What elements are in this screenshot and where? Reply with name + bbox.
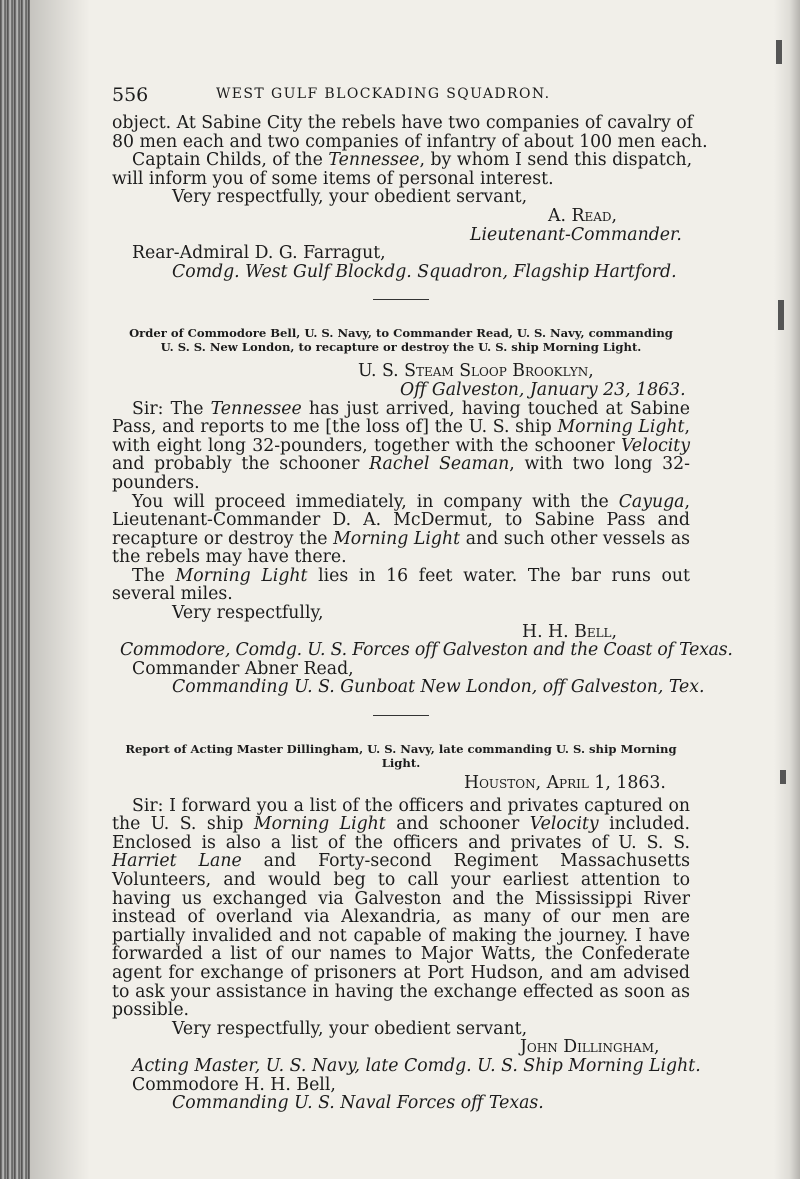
- italic-run: Rachel Seaman: [369, 454, 510, 475]
- body-paragraph: [112, 493, 690, 567]
- addressee: Commander Abner Read,: [132, 658, 354, 679]
- report-dillingham: [112, 742, 701, 1114]
- closing: Very respectfully,: [172, 603, 324, 624]
- text-run: and schooner: [385, 814, 530, 835]
- signer: H. H. Bell,: [522, 621, 618, 642]
- body-paragraph: [112, 400, 690, 493]
- text-run: has just arrived, having touched at Sabine Pass, and reports to me [the loss of] the U. S. ship: [112, 398, 690, 438]
- addressee: Rear-Admiral D. G. Farragut,: [132, 243, 386, 264]
- section-divider: [373, 299, 429, 300]
- text-run: included. Enclosed is also a list of the officers and privates of U. S. S.: [112, 814, 690, 853]
- text-run: , by whom I send this dispatch,: [419, 150, 693, 171]
- document-heading: Report of Acting Master Dillingham, U. S. Navy, late commanding U. S. ship Morning: [125, 742, 677, 757]
- page-body: [112, 84, 733, 1114]
- italic-run: Harriet Lane: [112, 851, 242, 872]
- closing: Very respectfully, your obedient servant,: [172, 1018, 528, 1039]
- text-run: , Lieutenant-Commander D. A. McDermut, to Sabine Pass and recapture or destroy the: [112, 491, 690, 549]
- gutter-shadow: [30, 0, 90, 1179]
- text-run: and Forty-second Regiment Massachusetts Volunteers, and would beg to call your earliest attention to having us exchanged via Galveston and the Mississippi River instead of overland via Alexandria, as many of our men are partially invalided and not capable of making the journey. I have forwarded a list of our names to Major Watts, the Confederate agent for exchange of prisoners at Port Hudson, and am advised to ask your assistance in having the exchange effected as soon as possible.: [112, 851, 690, 1021]
- text-run: , with two long 32-pounders.: [112, 454, 690, 493]
- signer: John Dillingham,: [520, 1037, 660, 1058]
- addressee: Commodore H. H. Bell,: [132, 1074, 336, 1095]
- order-commodore-bell: [112, 326, 733, 698]
- text-run: , with eight long 32-pounders, together with the schooner: [112, 417, 691, 456]
- italic-run: Velocity: [621, 435, 690, 456]
- running-header: [112, 84, 690, 116]
- place-line: U. S. Steam Sloop Brooklyn,: [358, 361, 594, 382]
- body-line: will inform you of some items of personal interest.: [112, 168, 554, 189]
- italic-run: Velocity: [529, 814, 599, 835]
- dateline-text: Houston, April 1, 1863.: [464, 773, 666, 794]
- signer-title: Acting Master, U. S. Navy, late Comdg. U. S. Ship Morning Light.: [132, 1055, 701, 1076]
- italic-run: Morning Light: [253, 814, 386, 835]
- text-run: lies in 16 feet water. The bar runs out several miles.: [112, 565, 691, 605]
- addressee-title: Comdg. West Gulf Blockdg. Squadron, Flagship Hartford.: [172, 261, 677, 282]
- italic-run: Morning Light: [175, 565, 308, 586]
- text-run: The: [132, 565, 176, 586]
- text-run: and such other vessels as the rebels may have there.: [112, 528, 690, 568]
- italic-run: Tennessee: [210, 398, 302, 419]
- body-paragraph: [112, 797, 690, 1020]
- page-edge-shadow: [774, 0, 800, 1179]
- document-heading: Light.: [381, 756, 421, 771]
- document-heading: U. S. S. New London, to recapture or destroy the U. S. ship Morning Light.: [160, 340, 642, 355]
- signer-title: Lieutenant-Commander.: [470, 224, 682, 245]
- body-paragraph: [112, 567, 690, 604]
- text-run: and probably the schooner: [112, 454, 370, 475]
- body-line: object. At Sabine City the rebels have two companies of cavalry of: [112, 113, 694, 133]
- edge-mark: [776, 40, 782, 64]
- edge-mark: [778, 300, 784, 330]
- italic-run: Morning Light: [333, 528, 461, 549]
- document-heading: Order of Commodore Bell, U. S. Navy, to Commander Read, U. S. Navy, commanding: [129, 326, 673, 341]
- letter-read-continuation: [112, 113, 708, 282]
- text-run: Sir: The: [132, 398, 211, 419]
- addressee-title: Commanding U. S. Naval Forces off Texas.: [172, 1093, 544, 1114]
- signer: A. Read,: [548, 205, 618, 226]
- edge-mark: [780, 770, 786, 784]
- addressee-title: Commanding U. S. Gunboat New London, off Galveston, Tex.: [172, 677, 705, 698]
- signer-title: Commodore, Comdg. U. S. Forces off Galveston and the Coast of Texas.: [120, 640, 733, 661]
- closing: Very respectfully, your obedient servant,: [172, 187, 528, 208]
- book-binding-edge: [0, 0, 30, 1179]
- running-title: WEST GULF BLOCKADING SQUADRON.: [216, 86, 551, 102]
- ship-name: Tennessee: [328, 150, 420, 171]
- section-divider: [373, 715, 429, 716]
- italic-run: Morning Light: [557, 417, 685, 438]
- text-run: You will proceed immediately, in company with the: [132, 491, 619, 512]
- italic-run: Cayuga: [618, 491, 685, 512]
- text-run: Sir: I forward you a list of the officers and privates captured on the U. S. ship: [112, 795, 690, 835]
- text-run: Captain Childs, of the: [132, 150, 329, 171]
- body-line: 80 men each and two companies of infantry of about 100 men each.: [112, 131, 708, 152]
- body-paragraph: [112, 150, 693, 171]
- page-number: 556: [112, 84, 149, 106]
- date-line: Off Galveston, January 23, 1863.: [400, 379, 686, 400]
- dateline: [112, 774, 690, 793]
